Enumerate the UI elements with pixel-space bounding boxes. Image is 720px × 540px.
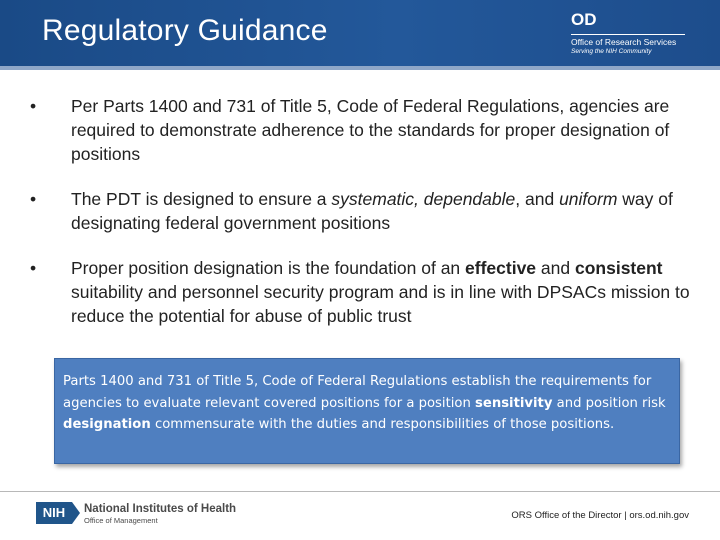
nih-subtitle: Office of Management: [84, 516, 158, 525]
bold-text: effective: [465, 258, 537, 278]
bullet-icon: •: [30, 96, 37, 116]
callout-box: [54, 358, 680, 464]
bullet-icon: •: [30, 258, 37, 278]
nih-name: National Institutes of Health: [84, 503, 237, 515]
text-run: and position risk: [552, 395, 666, 411]
italic-text: systematic, dependable: [331, 189, 516, 209]
callout-text: [63, 374, 666, 432]
nih-logo: [36, 502, 237, 532]
italic-text: uniform: [559, 189, 618, 209]
text-run: , and: [515, 189, 560, 209]
ors-logo: [571, 10, 687, 54]
text-run: and: [536, 258, 575, 278]
logo-tagline: Serving the NIH Community: [571, 48, 652, 55]
text-run: Parts 1400 and 731 of Title 5, Code of Federal Regulations establish the requirements for agencies to evaluate relevant covered positions for a position: [63, 374, 652, 411]
slide-title: Regulatory Guidance: [42, 14, 328, 47]
text-run: Proper position designation is the foundation of an: [71, 258, 466, 278]
slide-header: [0, 0, 720, 66]
bold-text: sensitivity: [475, 395, 553, 411]
bullet-text: [71, 189, 673, 233]
text-run: The PDT is designed to ensure a: [71, 189, 332, 209]
header-divider: [0, 66, 720, 70]
bullet-text: [71, 96, 669, 164]
footer-credit: ORS Office of the Director | ors.od.nih.gov: [511, 510, 689, 521]
text-run: commensurate with the duties and responsibilities of those positions.: [150, 417, 615, 432]
bold-text: consistent: [574, 258, 663, 278]
bold-text: designation: [63, 417, 151, 432]
bullet-text: [71, 258, 690, 326]
nih-arrow-icon: [72, 502, 80, 524]
nih-mark: NIH: [36, 502, 72, 524]
bullet-item: [30, 256, 690, 328]
logo-name: Office of Research Services: [571, 37, 677, 47]
bullet-list: [30, 94, 690, 328]
text-run: Per Parts 1400 and 731 of Title 5, Code of Federal Regulations, agencies are required to demonstrate adherence to the standards for proper designation of positions: [71, 96, 670, 164]
logo-mark: OD: [571, 10, 597, 29]
bullet-item: [30, 94, 690, 166]
logo-divider: [571, 34, 685, 35]
text-run: way of designating federal government positions: [71, 189, 673, 233]
footer-divider: [0, 491, 720, 492]
bullet-item: [30, 187, 690, 235]
text-run: suitability and personnel security program and is in line with DPSACs mission to reduce the potential for abuse of public trust: [71, 282, 690, 326]
bullet-icon: •: [30, 189, 37, 209]
